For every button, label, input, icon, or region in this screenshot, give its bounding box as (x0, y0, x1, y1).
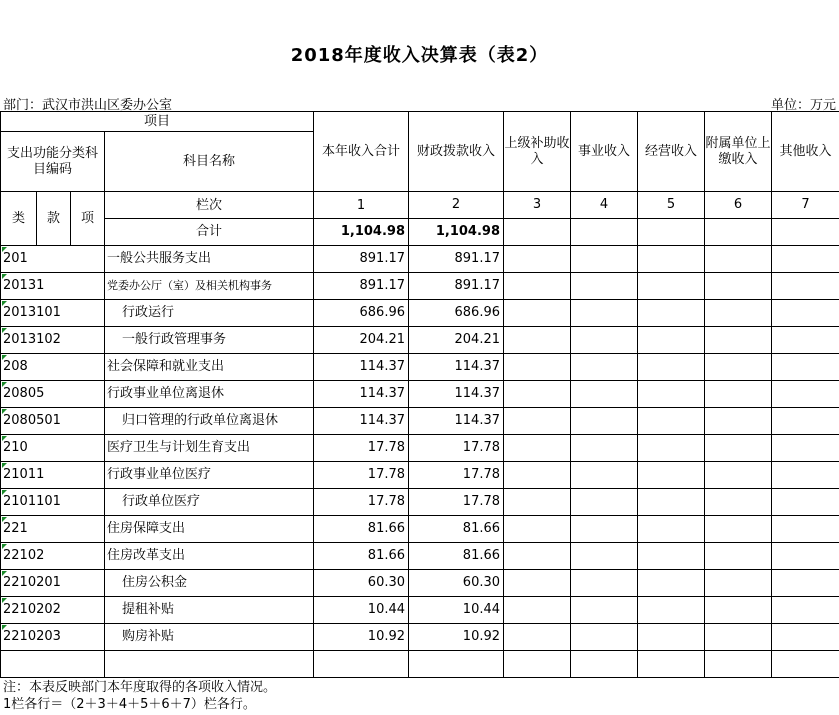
row-total: 114.37 (314, 354, 409, 381)
header-col-operating: 经营收入 (638, 112, 705, 192)
row-total: 891.17 (314, 273, 409, 300)
row-fiscal: 17.78 (409, 435, 504, 462)
row-total: 17.78 (314, 462, 409, 489)
header-func-code: 支出功能分类科目编码 (1, 132, 105, 192)
department-label: 部门：武汉市洪山区委办公室 (3, 98, 173, 113)
total-all-value: 1,104.98 (314, 219, 409, 246)
row-fiscal: 10.44 (409, 597, 504, 624)
note-line-2: 1栏各行＝（2＋3＋4＋5＋6＋7）栏各行。 (3, 697, 256, 712)
total-row (1, 219, 839, 246)
row-total: 17.78 (314, 489, 409, 516)
header-col-total: 本年收入合计 (314, 112, 409, 192)
header-xiang: 项 (71, 192, 105, 246)
row-fiscal: 891.17 (409, 273, 504, 300)
row-total: 204.21 (314, 327, 409, 354)
row-code: 2080501 (1, 408, 105, 435)
table-row (1, 273, 839, 300)
row-total: 60.30 (314, 570, 409, 597)
header-col-fiscal: 财政拨款收入 (409, 112, 504, 192)
table-row (1, 354, 839, 381)
row-name: 党委办公厅（室）及相关机构事务 (105, 273, 314, 300)
row-code: 2013101 (1, 300, 105, 327)
row-fiscal: 686.96 (409, 300, 504, 327)
row-code: 210 (1, 435, 105, 462)
header-row-4 (1, 192, 839, 219)
row-name: 提租补贴 (105, 597, 314, 624)
col-number-5: 5 (638, 192, 705, 219)
row-total: 81.66 (314, 543, 409, 570)
page-title: 2018年度收入决算表（表2） (290, 45, 549, 66)
row-name: 行政单位医疗 (105, 489, 314, 516)
row-total: 10.44 (314, 597, 409, 624)
row-fiscal: 10.92 (409, 624, 504, 651)
income-table (0, 111, 839, 678)
row-name: 社会保障和就业支出 (105, 354, 314, 381)
table-row (1, 246, 839, 273)
col-number-2: 2 (409, 192, 504, 219)
total-label: 合计 (105, 219, 314, 246)
col-number-7: 7 (772, 192, 839, 219)
row-fiscal: 81.66 (409, 516, 504, 543)
table-row (1, 300, 839, 327)
row-fiscal: 114.37 (409, 354, 504, 381)
header-col-other: 其他收入 (772, 112, 839, 192)
row-code: 2101101 (1, 489, 105, 516)
total-fiscal-value: 1,104.98 (409, 219, 504, 246)
row-code: 22102 (1, 543, 105, 570)
row-code: 221 (1, 516, 105, 543)
col-number-1: 1 (314, 192, 409, 219)
table-row (1, 327, 839, 354)
row-total: 81.66 (314, 516, 409, 543)
header-col-affiliated: 附属单位上缴收入 (705, 112, 772, 192)
unit-label: 单位：万元 (770, 98, 836, 113)
row-fiscal: 17.78 (409, 489, 504, 516)
header-kuan: 款 (37, 192, 71, 246)
row-fiscal: 891.17 (409, 246, 504, 273)
table-row (1, 516, 839, 543)
row-fiscal: 204.21 (409, 327, 504, 354)
table-row (1, 624, 839, 651)
header-item: 项目 (1, 112, 314, 132)
row-fiscal: 114.37 (409, 381, 504, 408)
table-row (1, 462, 839, 489)
empty-row (1, 651, 839, 678)
row-name: 购房补贴 (105, 624, 314, 651)
row-code: 2013102 (1, 327, 105, 354)
col-number-3: 3 (504, 192, 571, 219)
table-row (1, 381, 839, 408)
row-name: 医疗卫生与计划生育支出 (105, 435, 314, 462)
row-code: 20805 (1, 381, 105, 408)
row-name: 一般公共服务支出 (105, 246, 314, 273)
header-lanci: 栏次 (105, 192, 314, 219)
table-row (1, 408, 839, 435)
row-name: 行政事业单位离退休 (105, 381, 314, 408)
row-total: 114.37 (314, 408, 409, 435)
row-fiscal: 17.78 (409, 462, 504, 489)
row-code: 201 (1, 246, 105, 273)
row-code: 20131 (1, 273, 105, 300)
col-number-4: 4 (571, 192, 638, 219)
row-name: 一般行政管理事务 (105, 327, 314, 354)
table-row (1, 435, 839, 462)
header-lei: 类 (1, 192, 37, 246)
row-fiscal: 81.66 (409, 543, 504, 570)
header-col-superior: 上级补助收入 (504, 112, 571, 192)
row-code: 2210202 (1, 597, 105, 624)
row-code: 208 (1, 354, 105, 381)
row-code: 21011 (1, 462, 105, 489)
row-fiscal: 114.37 (409, 408, 504, 435)
row-total: 686.96 (314, 300, 409, 327)
table-row (1, 570, 839, 597)
table-row (1, 489, 839, 516)
footnotes (3, 679, 276, 713)
note-line-1: 注：本表反映部门本年度取得的各项收入情况。 (3, 680, 277, 695)
table-row (1, 543, 839, 570)
row-total: 17.78 (314, 435, 409, 462)
row-name: 行政事业单位医疗 (105, 462, 314, 489)
col-number-6: 6 (705, 192, 772, 219)
row-name: 住房改革支出 (105, 543, 314, 570)
row-code: 2210201 (1, 570, 105, 597)
header-col-business: 事业收入 (571, 112, 638, 192)
row-name: 行政运行 (105, 300, 314, 327)
table-row (1, 597, 839, 624)
row-total: 114.37 (314, 381, 409, 408)
row-total: 10.92 (314, 624, 409, 651)
row-total: 891.17 (314, 246, 409, 273)
header-row-1 (1, 112, 839, 132)
row-code: 2210203 (1, 624, 105, 651)
row-fiscal: 60.30 (409, 570, 504, 597)
header-subject-name: 科目名称 (105, 132, 314, 192)
row-name: 归口管理的行政单位离退休 (105, 408, 314, 435)
row-name: 住房保障支出 (105, 516, 314, 543)
row-name: 住房公积金 (105, 570, 314, 597)
